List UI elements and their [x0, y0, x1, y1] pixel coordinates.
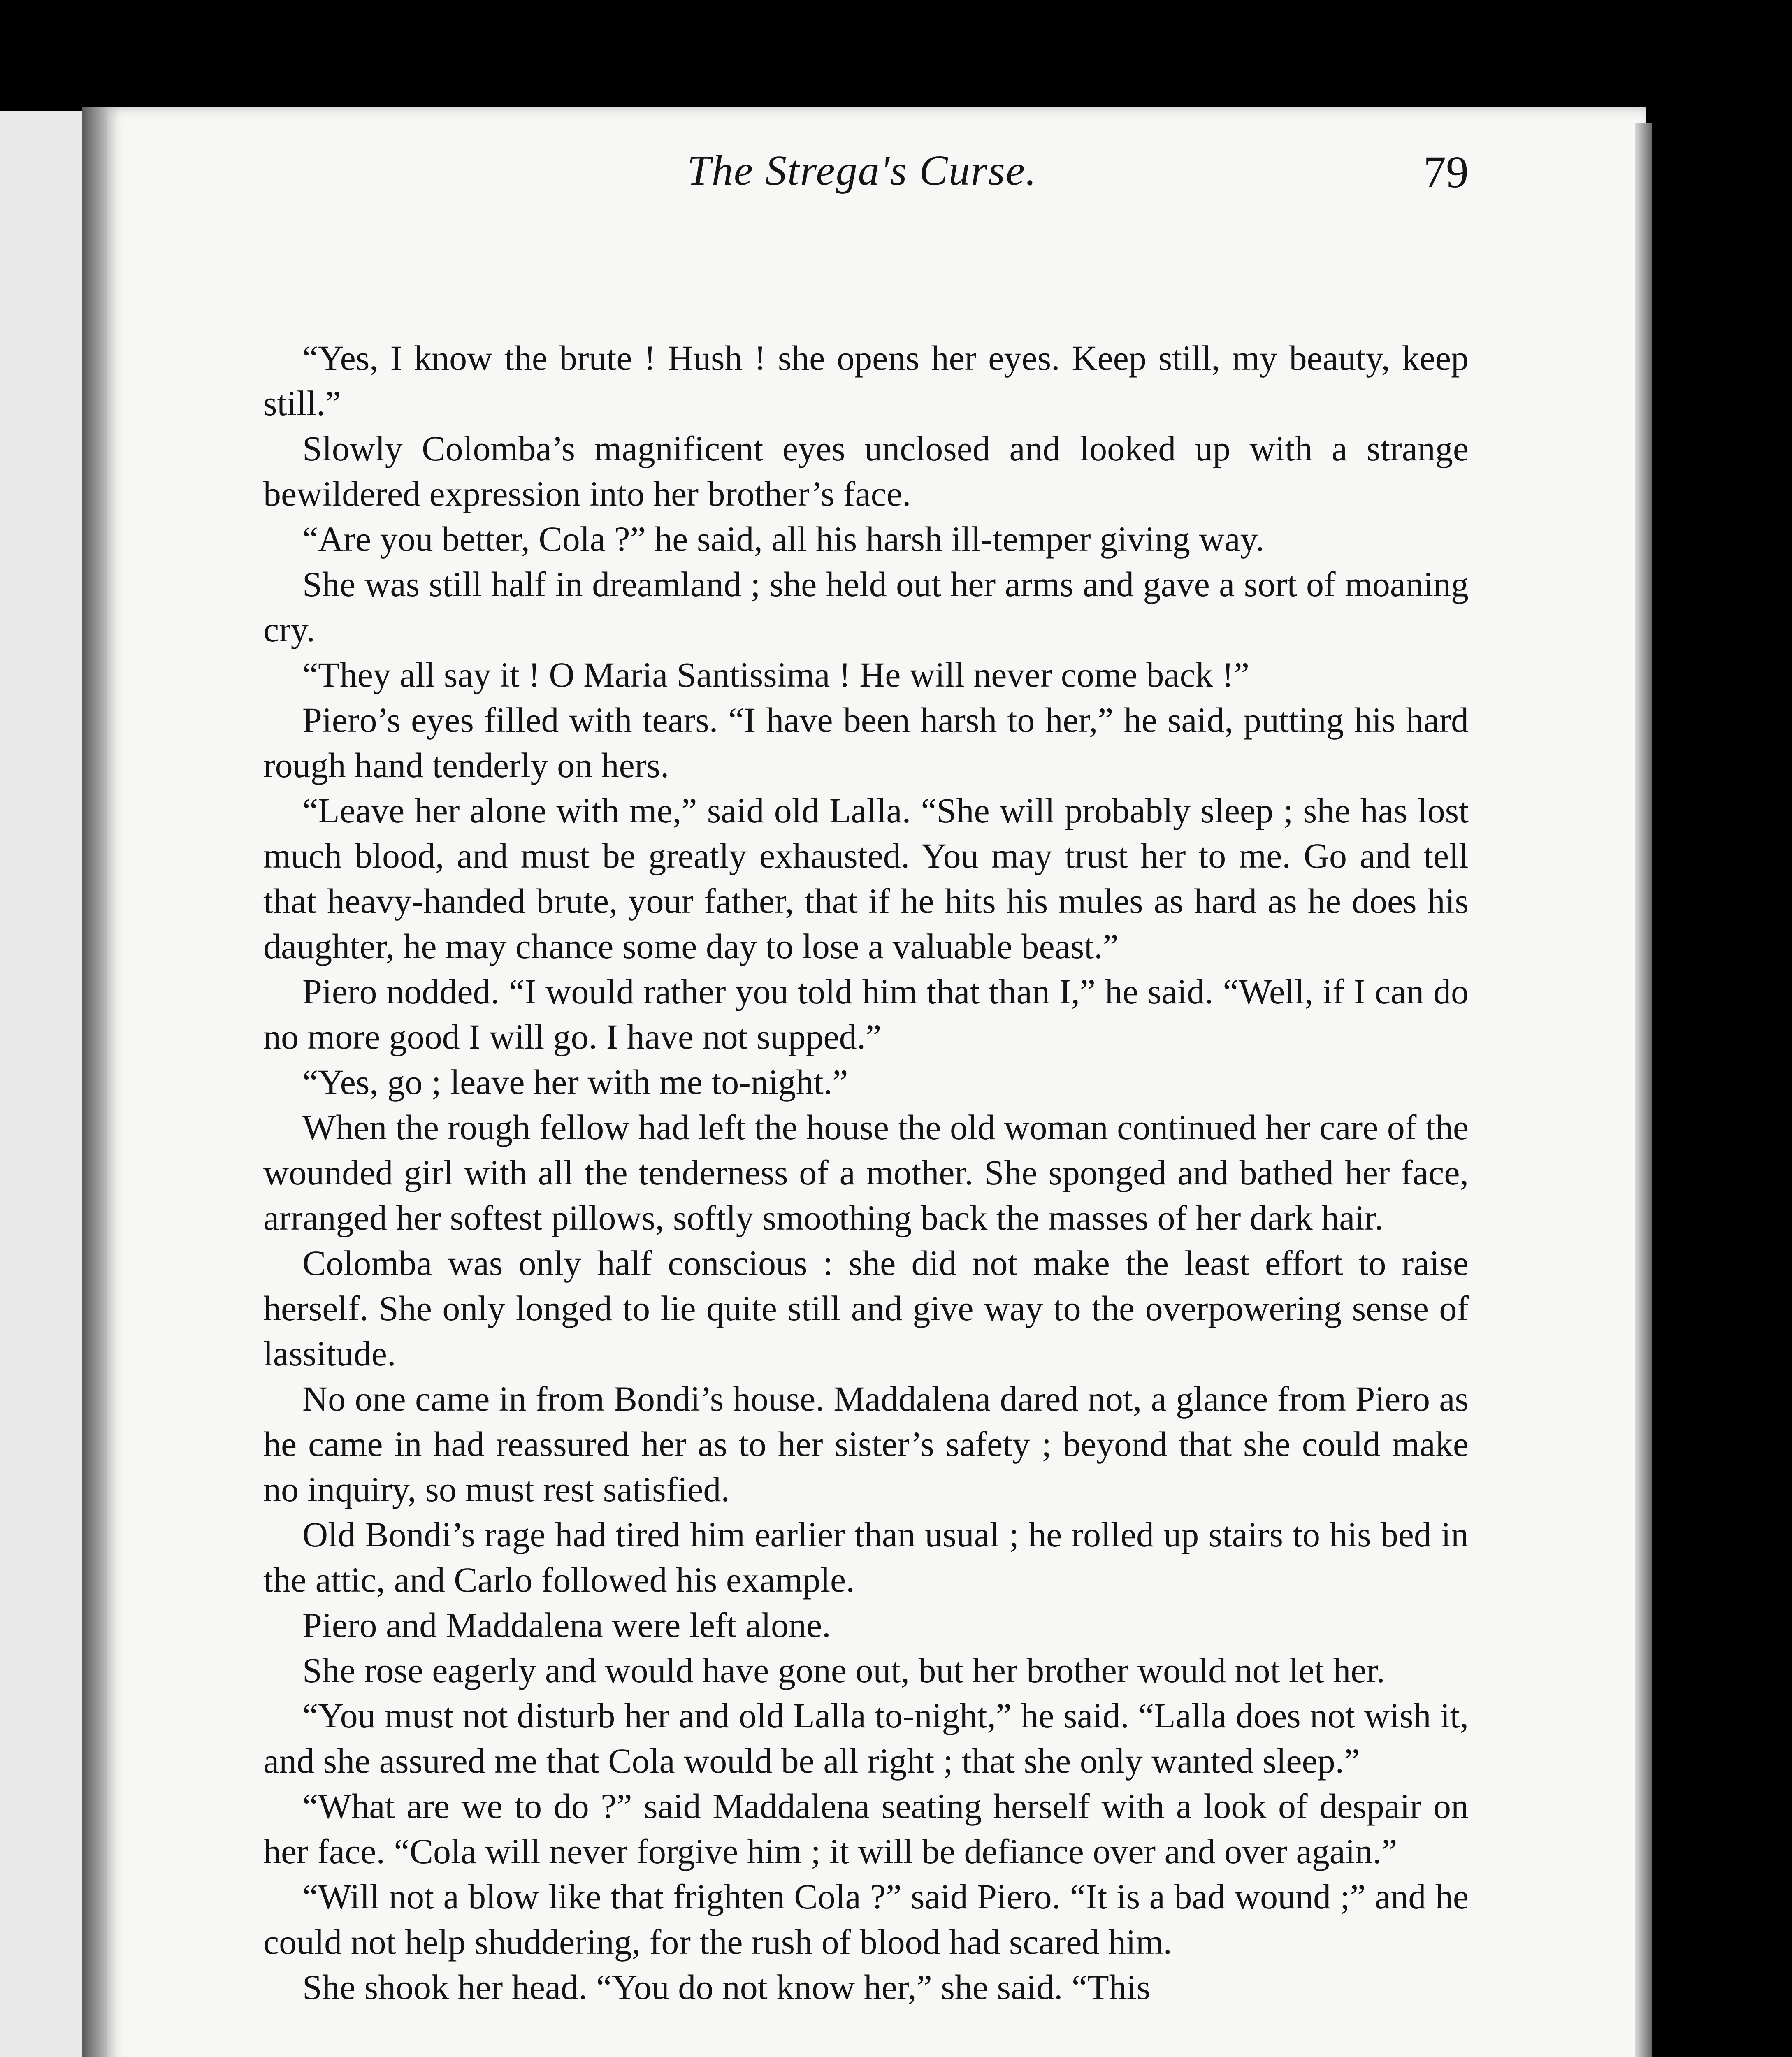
- paragraph: Old Bondi’s rage had tired him earlier than usual ; he rolled up stairs to his bed in the attic, and Carlo followed his example.: [263, 1515, 1469, 1600]
- paragraph: “You must not disturb her and old Lalla to-night,” he said. “Lalla does not wish it, and she assured me that Cola would be all right ; that she only wanted sleep.”: [263, 1696, 1469, 1781]
- page-number: 79: [1423, 147, 1469, 197]
- paragraph: “Leave her alone with me,” said old Lalla. “She will probably sleep ; she has lost much blood, and must be greatly exhausted. You may trust her to me. Go and tell that heavy-handed brute, your father, that if he hits his mules as hard as he does his daughter, he may chance some day to lose a valuable beast.”: [263, 791, 1469, 966]
- running-head: The Strega's Curse.: [687, 147, 1037, 194]
- paragraph: No one came in from Bondi’s house. Maddalena dared not, a glance from Piero as he came in had reassured her as to her sister’s safety ; beyond that she could make no inquiry, so must rest satisfied.: [263, 1379, 1469, 1509]
- book-gutter: [82, 107, 107, 2057]
- paragraph: “Yes, I know the brute ! Hush ! she opens her eyes. Keep still, my beauty, keep still.”: [263, 338, 1469, 423]
- page-edge-shadow: [1635, 123, 1652, 2057]
- paragraph: “Will not a blow like that frighten Cola ?” said Piero. “It is a bad wound ;” and he could not help shuddering, for the rush of blood had scared him.: [263, 1877, 1469, 1962]
- paragraph: “Yes, go ; leave her with me to-night.”: [302, 1062, 848, 1102]
- paragraph: She shook her head. “You do not know her,” she said. “This: [302, 1967, 1151, 2007]
- body-text: [263, 335, 1469, 2010]
- paragraph: She rose eagerly and would have gone out, but her brother would not let her.: [302, 1651, 1385, 1690]
- previous-page-edge: [0, 111, 86, 2057]
- paragraph: “Are you better, Cola ?” he said, all his harsh ill-temper giving way.: [302, 519, 1265, 559]
- paragraph: She was still half in dreamland ; she held out her arms and gave a sort of moaning cry.: [263, 564, 1469, 649]
- paragraph: “They all say it ! O Maria Santissima ! He will never come back !”: [302, 655, 1250, 694]
- paragraph: Slowly Colomba’s magnificent eyes unclosed and looked up with a strange bewildered expression into her brother’s face.: [263, 429, 1469, 513]
- paragraph: Colomba was only half conscious : she did not make the least effort to raise herself. She only longed to lie quite still and give way to the overpowering sense of lassitude.: [263, 1243, 1469, 1373]
- paragraph: When the rough fellow had left the house the old woman continued her care of the wounded girl with all the tenderness of a mother. She sponged and bathed her face, arranged her softest pillows, softly smoothing back the masses of her dark hair.: [263, 1107, 1469, 1237]
- paragraph: Piero nodded. “I would rather you told him that than I,” he said. “Well, if I can do no more good I will go. I have not supped.”: [263, 972, 1469, 1056]
- paragraph: Piero and Maddalena were left alone.: [302, 1605, 831, 1645]
- paragraph: Piero’s eyes filled with tears. “I have been harsh to her,” he said, putting his hard rough hand tenderly on hers.: [263, 700, 1469, 785]
- paragraph: “What are we to do ?” said Maddalena seating herself with a look of despair on her face. “Cola will never forgive him ; it will be defiance over and over again.”: [263, 1786, 1469, 1871]
